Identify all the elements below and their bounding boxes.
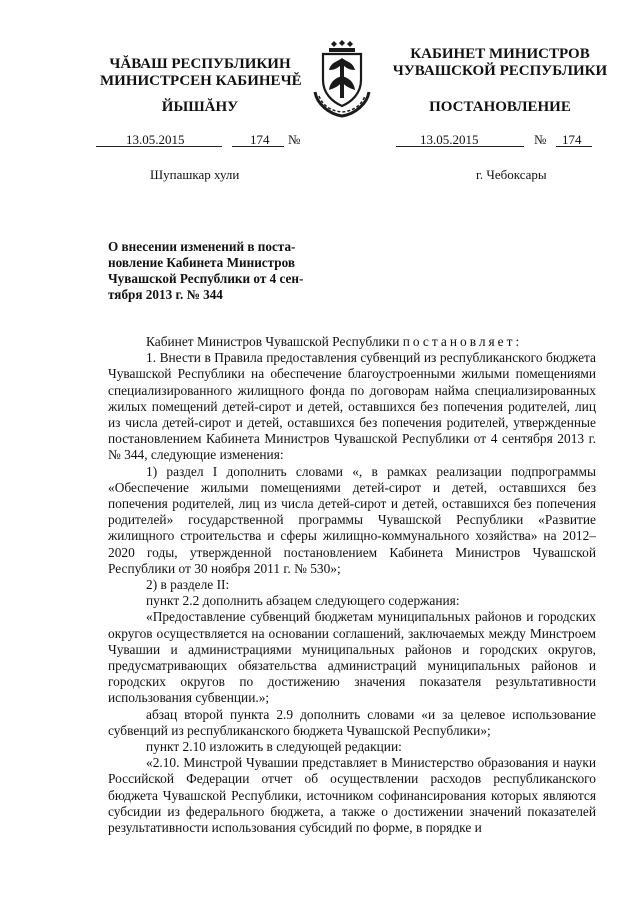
reg-number-left: 174: [250, 132, 270, 147]
doc-type-chuvash: ЙЫШĂНУ: [161, 99, 239, 115]
body-paragraph: «Предоставление субвенций бюджетам муниципальных районов и городских округов осуществляется на основании соглашений, заключаемых между Минстроем Чувашии и администрациями муниципальных районов и городских округов, предусматривающих обязательства администраций муниципальных районов и городских округов по достижению значения показателя результативности использования субвенции.»;: [108, 609, 596, 706]
reg-number-right: 174: [562, 132, 582, 147]
body-paragraph: пункт 2.2 дополнить абзацем следующего содержания:: [146, 593, 460, 609]
intro-resolves: постановляет:: [402, 334, 523, 349]
place-russian: г. Чебоксары: [476, 167, 547, 182]
header-left-line-2: МИНИСТРСЕН КАБИНЕЧĚ: [100, 73, 302, 89]
place-chuvash: Шупашкар хули: [150, 167, 240, 182]
header-right-line-1: КАБИНЕТ МИНИСТРОВ: [410, 46, 590, 62]
body-paragraph: абзац второй пункта 2.9 дополнить словами «и за целевое использование субвенций из республиканского бюджета Чувашской Республики»;: [108, 706, 596, 738]
body-paragraph: 1) раздел I дополнить словами «, в рамках реализации подпрограммы «Обеспечение жилыми помещениями детей-сирот и детей, оставшихся без попечения родителей, лиц из числа детей-сирот и детей, оставшихся без попечения родителей» государственной программы Чувашской Республики «Развитие жилищного строительства и сферы жилищно-коммунального хозяйства» на 2012–2020 годы, утвержденной постановлением Кабинета Министров Чувашской Республики от 30 ноября 2011 г. № 530»;: [108, 463, 596, 576]
body-intro: [108, 334, 596, 350]
header-left-line-1: ЧĂВАШ РЕСПУБЛИКИН: [109, 56, 291, 72]
document-body: [108, 334, 596, 836]
body-paragraph: «2.10. Минстрой Чувашии представляет в Министерство образования и науки Российской Федерации отчет об осуществлении расходов республиканского бюджета Чувашской Республики, источником софинансирования которых являются субсидии из федерального бюджета, а также о достижении значений показателей результативности использования субсидий по форме, в порядке и: [108, 755, 596, 836]
header-right-line-2: ЧУВАШСКОЙ РЕСПУБЛИКИ: [392, 63, 608, 79]
reg-date-left: 13.05.2015: [126, 132, 185, 147]
intro-text: Кабинет Министров Чувашской Республики: [146, 334, 400, 349]
subject-line: новление Кабинета Министров: [108, 255, 296, 270]
body-paragraph: 2) в разделе II:: [146, 577, 230, 593]
subject-line: тября 2013 г. № 344: [108, 287, 223, 302]
subject-line: Чувашской Республики от 4 сен-: [108, 271, 304, 286]
reg-date-right: 13.05.2015: [420, 132, 479, 147]
body-paragraph: 1. Внести в Правила предоставления субвенций из республиканского бюджета Чувашской Республики на обеспечение благоустроенными жилыми помещениями специализированного жилищного фонда по договорам найма специализированных жилых помещений детей-сирот и детей, оставшихся без попечения родителей, лиц из числа детей-сирот и детей, оставшихся без попечения родителей, утвержденные постановлением Кабинета Министров Чувашской Республики от 4 сентября 2013 г. № 344, следующие изменения:: [108, 350, 596, 463]
subject-line: О внесении изменений в поста-: [108, 239, 296, 254]
reg-no-sign-right: №: [534, 132, 547, 147]
coat-of-arms-emblem: [309, 40, 375, 118]
doc-type-russian: ПОСТАНОВЛЕНИЕ: [429, 99, 571, 115]
header-chuvash-authority: [100, 56, 300, 90]
body-paragraph: пункт 2.10 изложить в следующей редакции:: [146, 739, 402, 755]
reg-no-sign-left: №: [288, 132, 301, 147]
document-subject: [108, 239, 304, 303]
header-russian-authority: [385, 46, 615, 80]
